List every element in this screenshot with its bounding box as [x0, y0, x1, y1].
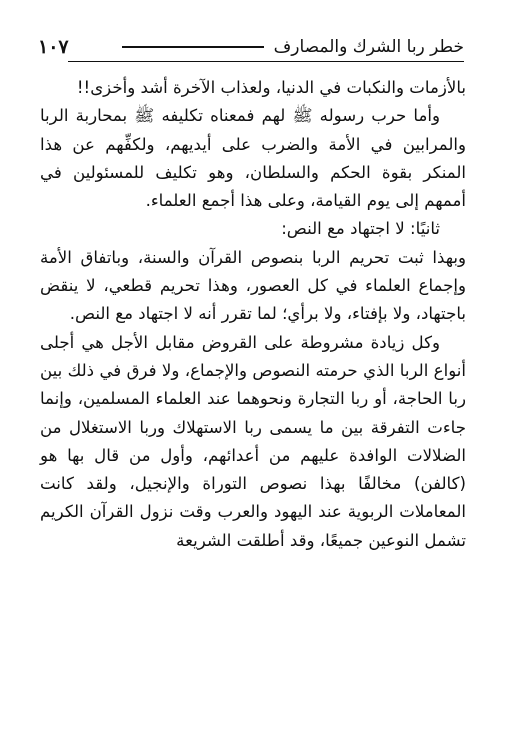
paragraph-prohibition: وبهذا ثبت تحريم الربا بنصوص القرآن والسنة، وباتفاق الأمة وإجماع العلماء في كل العصور، وهذا تحريم قطعي، لا ينقض باجتهاد، ولا بإفتاء، ولا برأي؛ لما تقرر أنه لا اجتهاد مع النص.	[40, 247, 466, 324]
body-text	[40, 74, 466, 555]
page-header	[38, 34, 464, 62]
running-title: خطر ربا الشرك والمصارف	[273, 37, 464, 57]
paragraph-continuation: بالأزمات والنكبات في الدنيا، ولعذاب الآخرة أشد وأخزى!!	[76, 78, 466, 97]
paragraph-prophet-war: وأما حرب رسوله ﷺ لهم فمعناه تكليفه ﷺ بمحاربة الربا والمرابين في الأمة والضرب على أيديهم، ولكفِّهم عن هذا المنكر بقوة الحكم والسلطان، وهو تكليف للمسئولين في أممهم إلى يوم القيامة، وعلى هذا أجمع العلماء.	[40, 106, 466, 211]
header-underline	[68, 61, 464, 62]
paragraph-conditional-increase: وكل زيادة مشروطة على القروض مقابل الأجل هي أجلى أنواع الربا الذي حرمته النصوص والإجماع، ولا فرق في ذلك بين ربا الحاجة، أو ربا التجارة ونحوهما عند العلماء المسلمين، وإنما جاءت التفرقة بين ما يسمى ربا الاستهلاك وربا الاستغلال من الضلالات الوافدة عليهم من أعدائهم، وأول من قال بها هو (كالفن) مخالفًا بهذا نصوص التوراة والإنجيل، ولقد كانت المعاملات الربوية عند اليهود والعرب وقت نزول القرآن الكريم تشمل النوعين جميعًا، وقد أطلقت الشريعة	[40, 332, 466, 550]
page-number: ١٠٧	[38, 36, 69, 58]
header-rule	[122, 46, 264, 48]
section-heading: ثانيًا: لا اجتهاد مع النص:	[281, 219, 440, 239]
